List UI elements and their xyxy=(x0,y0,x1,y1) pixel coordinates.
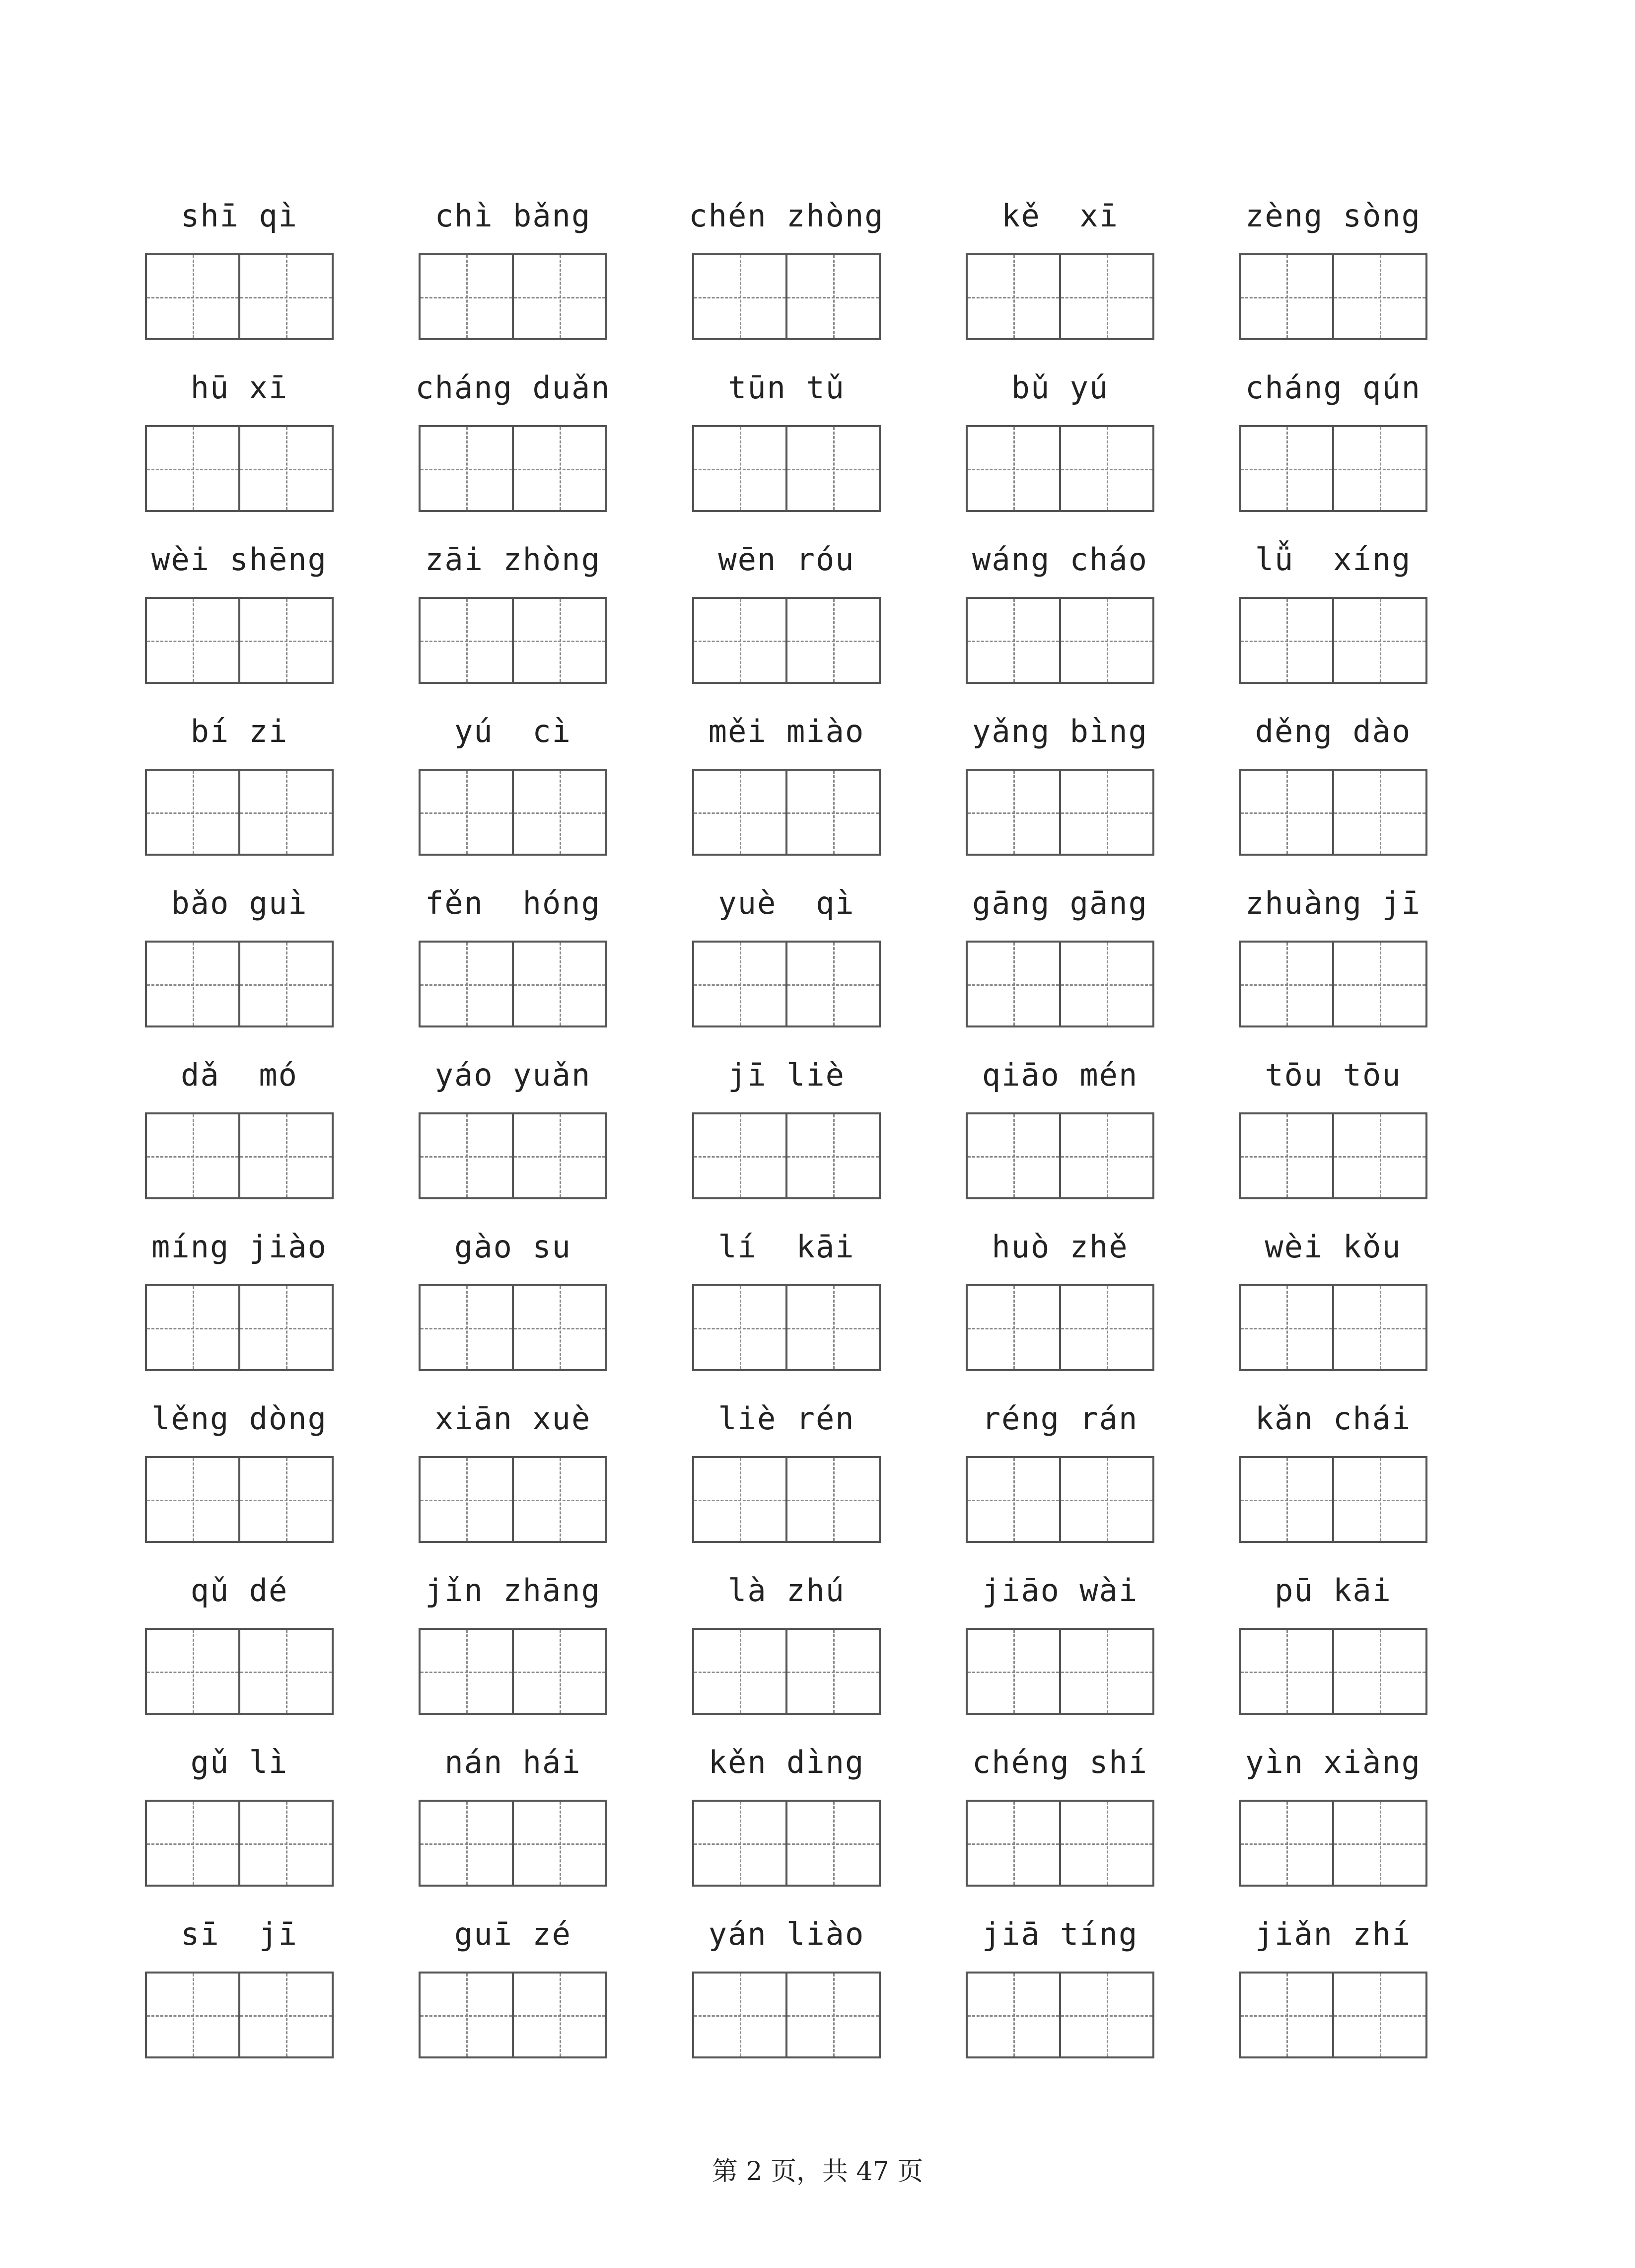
exercise-item xyxy=(966,1222,1154,1391)
pinyin-prompt: tōu tōu xyxy=(1265,1057,1402,1093)
exercise-item xyxy=(145,1050,334,1219)
tianzige-answer-grid[interactable] xyxy=(1239,1628,1427,1715)
exercise-item xyxy=(966,878,1154,1047)
exercise-item xyxy=(145,535,334,704)
character-box[interactable] xyxy=(694,1286,785,1369)
character-box[interactable] xyxy=(1332,1802,1425,1885)
tianzige-answer-grid[interactable] xyxy=(966,1972,1154,2058)
exercise-item xyxy=(1239,363,1427,532)
character-box[interactable] xyxy=(238,1458,332,1541)
exercise-item xyxy=(1239,1394,1427,1563)
character-box[interactable] xyxy=(1332,943,1425,1025)
pinyin-prompt: zāi zhòng xyxy=(425,541,601,578)
pinyin-prompt: míng jiào xyxy=(151,1229,327,1265)
character-box[interactable] xyxy=(1059,427,1152,510)
exercise-item xyxy=(419,535,607,704)
character-box[interactable] xyxy=(512,599,605,682)
character-box[interactable] xyxy=(238,1286,332,1369)
exercise-item xyxy=(692,1222,881,1391)
tianzige-answer-grid[interactable] xyxy=(1239,597,1427,684)
character-box[interactable] xyxy=(968,1974,1059,2056)
character-box[interactable] xyxy=(968,1114,1059,1197)
exercise-item xyxy=(966,535,1154,704)
character-box[interactable] xyxy=(1241,771,1332,854)
exercise-row xyxy=(0,1050,1635,1219)
exercise-item xyxy=(1239,191,1427,360)
pinyin-prompt: jī liè xyxy=(728,1057,845,1093)
character-box[interactable] xyxy=(238,599,332,682)
character-box[interactable] xyxy=(694,1802,785,1885)
character-box[interactable] xyxy=(1332,1458,1425,1541)
pinyin-prompt: bí zi xyxy=(190,713,288,749)
pinyin-prompt: liè rén xyxy=(718,1400,855,1437)
pinyin-prompt: là zhú xyxy=(728,1572,845,1609)
character-box[interactable] xyxy=(1332,599,1425,682)
tianzige-answer-grid[interactable] xyxy=(1239,1284,1427,1371)
exercise-row xyxy=(0,1222,1635,1391)
exercise-item xyxy=(692,363,881,532)
character-box[interactable] xyxy=(785,427,879,510)
exercise-row xyxy=(0,707,1635,876)
character-box[interactable] xyxy=(1332,771,1425,854)
tianzige-answer-grid[interactable] xyxy=(692,1800,881,1887)
pinyin-prompt: wèi kǒu xyxy=(1265,1229,1402,1265)
tianzige-answer-grid[interactable] xyxy=(419,253,607,340)
exercise-item xyxy=(419,1566,607,1735)
character-box[interactable] xyxy=(512,1974,605,2056)
tianzige-answer-grid[interactable] xyxy=(145,941,334,1027)
character-box[interactable] xyxy=(968,1630,1059,1713)
exercise-item xyxy=(419,878,607,1047)
exercise-item xyxy=(419,1050,607,1219)
tianzige-answer-grid[interactable] xyxy=(419,769,607,856)
exercise-item xyxy=(692,1394,881,1563)
tianzige-answer-grid[interactable] xyxy=(419,1972,607,2058)
character-box[interactable] xyxy=(1241,255,1332,338)
exercise-row xyxy=(0,1394,1635,1563)
tianzige-answer-grid[interactable] xyxy=(1239,769,1427,856)
exercise-item xyxy=(966,707,1154,876)
exercise-item xyxy=(1239,878,1427,1047)
character-box[interactable] xyxy=(1241,1114,1332,1197)
exercise-item xyxy=(1239,1909,1427,2078)
tianzige-answer-grid[interactable] xyxy=(145,253,334,340)
tianzige-answer-grid[interactable] xyxy=(692,597,881,684)
character-box[interactable] xyxy=(694,1114,785,1197)
exercise-item xyxy=(145,363,334,532)
exercise-item xyxy=(692,1909,881,2078)
pinyin-prompt: gǔ lì xyxy=(190,1744,288,1780)
exercise-item xyxy=(145,1738,334,1906)
pinyin-prompt: yìn xiàng xyxy=(1245,1744,1421,1780)
exercise-item xyxy=(692,1738,881,1906)
exercise-item xyxy=(145,878,334,1047)
character-box[interactable] xyxy=(694,599,785,682)
pinyin-prompt: chén zhòng xyxy=(689,198,884,234)
pinyin-prompt: shī qì xyxy=(181,198,298,234)
character-box[interactable] xyxy=(1059,1630,1152,1713)
character-box[interactable] xyxy=(147,255,238,338)
character-box[interactable] xyxy=(968,255,1059,338)
character-box[interactable] xyxy=(1332,1630,1425,1713)
character-box[interactable] xyxy=(694,427,785,510)
pinyin-prompt: lí kāi xyxy=(718,1229,855,1265)
exercise-item xyxy=(966,191,1154,360)
character-box[interactable] xyxy=(694,1458,785,1541)
character-box[interactable] xyxy=(785,599,879,682)
exercise-item xyxy=(1239,707,1427,876)
tianzige-answer-grid[interactable] xyxy=(145,1284,334,1371)
pinyin-prompt: pū kāi xyxy=(1275,1572,1392,1609)
character-box[interactable] xyxy=(1059,1802,1152,1885)
character-box[interactable] xyxy=(785,1114,879,1197)
pinyin-prompt: fěn hóng xyxy=(425,885,601,921)
character-box[interactable] xyxy=(785,255,879,338)
tianzige-answer-grid[interactable] xyxy=(966,1456,1154,1543)
tianzige-answer-grid[interactable] xyxy=(966,1628,1154,1715)
character-box[interactable] xyxy=(1241,1802,1332,1885)
pinyin-prompt: nán hái xyxy=(444,1744,581,1780)
tianzige-answer-grid[interactable] xyxy=(692,253,881,340)
exercise-item xyxy=(692,707,881,876)
character-box[interactable] xyxy=(421,1114,512,1197)
page-footer: 第 2 页，共 47 页 xyxy=(711,2157,924,2187)
character-box[interactable] xyxy=(1332,1286,1425,1369)
character-box[interactable] xyxy=(147,1458,238,1541)
pinyin-prompt: yáo yuǎn xyxy=(434,1057,591,1093)
exercise-item xyxy=(145,1566,334,1735)
character-box[interactable] xyxy=(785,1630,879,1713)
exercise-item xyxy=(419,191,607,360)
tianzige-answer-grid[interactable] xyxy=(966,769,1154,856)
character-box[interactable] xyxy=(1059,1286,1152,1369)
pinyin-prompt: qiāo mén xyxy=(982,1057,1138,1093)
exercise-item xyxy=(1239,1222,1427,1391)
pinyin-prompt: chì bǎng xyxy=(434,198,591,234)
character-box[interactable] xyxy=(512,1114,605,1197)
tianzige-answer-grid[interactable] xyxy=(145,425,334,512)
exercise-item xyxy=(692,535,881,704)
pinyin-prompt: kǎn chái xyxy=(1255,1400,1412,1437)
exercise-item xyxy=(692,1050,881,1219)
character-box[interactable] xyxy=(147,1114,238,1197)
character-box[interactable] xyxy=(1059,771,1152,854)
pinyin-prompt: zèng sòng xyxy=(1245,198,1421,234)
character-box[interactable] xyxy=(421,427,512,510)
pinyin-prompt: yuè qì xyxy=(718,885,855,921)
character-box[interactable] xyxy=(512,1286,605,1369)
exercise-item xyxy=(419,1738,607,1906)
tianzige-answer-grid[interactable] xyxy=(1239,1112,1427,1199)
character-box[interactable] xyxy=(1059,1114,1152,1197)
pinyin-prompt: réng rán xyxy=(982,1400,1138,1437)
character-box[interactable] xyxy=(1241,1630,1332,1713)
character-box[interactable] xyxy=(512,1630,605,1713)
pinyin-prompt: měi miào xyxy=(708,713,865,749)
tianzige-answer-grid[interactable] xyxy=(692,425,881,512)
character-box[interactable] xyxy=(1059,599,1152,682)
character-box[interactable] xyxy=(512,943,605,1025)
character-box[interactable] xyxy=(421,255,512,338)
pinyin-prompt: jiā tíng xyxy=(982,1916,1138,1952)
pinyin-prompt: xiān xuè xyxy=(434,1400,591,1437)
tianzige-answer-grid[interactable] xyxy=(419,1112,607,1199)
character-box[interactable] xyxy=(968,599,1059,682)
exercise-row xyxy=(0,1566,1635,1735)
exercise-item xyxy=(966,1050,1154,1219)
pinyin-prompt: wèi shēng xyxy=(151,541,327,578)
pinyin-prompt: cháng duǎn xyxy=(415,369,611,406)
character-box[interactable] xyxy=(1059,1458,1152,1541)
pinyin-prompt: cháng qún xyxy=(1245,369,1421,406)
exercise-item xyxy=(966,1566,1154,1735)
tianzige-answer-grid[interactable] xyxy=(966,597,1154,684)
tianzige-answer-grid[interactable] xyxy=(966,253,1154,340)
character-box[interactable] xyxy=(238,1630,332,1713)
exercise-item xyxy=(145,1222,334,1391)
character-box[interactable] xyxy=(968,943,1059,1025)
exercise-item xyxy=(1239,535,1427,704)
character-box[interactable] xyxy=(147,1802,238,1885)
pinyin-prompt: bǎo guì xyxy=(171,885,308,921)
character-box[interactable] xyxy=(147,1630,238,1713)
character-box[interactable] xyxy=(1332,1114,1425,1197)
character-box[interactable] xyxy=(512,427,605,510)
tianzige-answer-grid[interactable] xyxy=(1239,941,1427,1027)
exercise-item xyxy=(145,707,334,876)
pinyin-prompt: huò zhě xyxy=(992,1229,1129,1265)
pinyin-prompt: gào su xyxy=(454,1229,571,1265)
exercise-item xyxy=(145,191,334,360)
character-box[interactable] xyxy=(238,1802,332,1885)
exercise-item xyxy=(692,878,881,1047)
character-box[interactable] xyxy=(421,1974,512,2056)
tianzige-answer-grid[interactable] xyxy=(145,1456,334,1543)
tianzige-answer-grid[interactable] xyxy=(1239,425,1427,512)
tianzige-answer-grid[interactable] xyxy=(692,941,881,1027)
exercise-row xyxy=(0,363,1635,532)
character-box[interactable] xyxy=(147,1286,238,1369)
character-box[interactable] xyxy=(238,427,332,510)
character-box[interactable] xyxy=(1332,1974,1425,2056)
character-box[interactable] xyxy=(1241,943,1332,1025)
character-box[interactable] xyxy=(421,1802,512,1885)
character-box[interactable] xyxy=(421,599,512,682)
character-box[interactable] xyxy=(238,771,332,854)
character-box[interactable] xyxy=(238,255,332,338)
tianzige-answer-grid[interactable] xyxy=(966,1284,1154,1371)
tianzige-answer-grid[interactable] xyxy=(145,597,334,684)
exercise-row xyxy=(0,878,1635,1047)
character-box[interactable] xyxy=(512,1802,605,1885)
pinyin-prompt: gāng gāng xyxy=(972,885,1148,921)
tianzige-answer-grid[interactable] xyxy=(692,1284,881,1371)
character-box[interactable] xyxy=(968,1458,1059,1541)
tianzige-answer-grid[interactable] xyxy=(692,769,881,856)
character-box[interactable] xyxy=(1241,599,1332,682)
character-box[interactable] xyxy=(785,1974,879,2056)
character-box[interactable] xyxy=(421,1630,512,1713)
pinyin-prompt: yǎng bìng xyxy=(972,713,1148,749)
pinyin-prompt: chéng shí xyxy=(972,1744,1148,1780)
character-box[interactable] xyxy=(512,1458,605,1541)
tianzige-answer-grid[interactable] xyxy=(966,1112,1154,1199)
tianzige-answer-grid[interactable] xyxy=(1239,1456,1427,1543)
exercise-item xyxy=(419,1222,607,1391)
tianzige-answer-grid[interactable] xyxy=(419,425,607,512)
pinyin-prompt: lěng dòng xyxy=(151,1400,327,1437)
character-box[interactable] xyxy=(694,255,785,338)
character-box[interactable] xyxy=(1241,1458,1332,1541)
tianzige-answer-grid[interactable] xyxy=(692,1972,881,2058)
exercise-item xyxy=(145,1909,334,2078)
pinyin-prompt: tūn tǔ xyxy=(728,369,845,406)
tianzige-answer-grid[interactable] xyxy=(145,1628,334,1715)
pinyin-prompt: hū xī xyxy=(190,369,288,406)
character-box[interactable] xyxy=(238,1974,332,2056)
pinyin-prompt: guī zé xyxy=(454,1916,571,1952)
character-box[interactable] xyxy=(1059,255,1152,338)
character-box[interactable] xyxy=(147,771,238,854)
exercise-item xyxy=(966,363,1154,532)
character-box[interactable] xyxy=(421,771,512,854)
character-box[interactable] xyxy=(147,427,238,510)
exercise-item xyxy=(966,1738,1154,1906)
exercise-row xyxy=(0,191,1635,360)
tianzige-answer-grid[interactable] xyxy=(1239,253,1427,340)
exercise-row xyxy=(0,1738,1635,1906)
tianzige-answer-grid[interactable] xyxy=(145,1972,334,2058)
tianzige-answer-grid[interactable] xyxy=(145,1112,334,1199)
exercise-item xyxy=(966,1909,1154,2078)
pinyin-prompt: sī jī xyxy=(181,1916,298,1952)
exercise-item xyxy=(419,1909,607,2078)
character-box[interactable] xyxy=(1059,1974,1152,2056)
character-box[interactable] xyxy=(421,1286,512,1369)
character-box[interactable] xyxy=(238,943,332,1025)
pinyin-prompt: bǔ yú xyxy=(1011,369,1109,406)
pinyin-prompt: wēn róu xyxy=(718,541,855,578)
exercise-item xyxy=(415,363,611,532)
tianzige-answer-grid[interactable] xyxy=(419,941,607,1027)
character-box[interactable] xyxy=(1241,427,1332,510)
tianzige-answer-grid[interactable] xyxy=(1239,1800,1427,1887)
exercise-item xyxy=(419,707,607,876)
character-box[interactable] xyxy=(785,1286,879,1369)
exercise-item xyxy=(419,1394,607,1563)
character-box[interactable] xyxy=(147,599,238,682)
character-box[interactable] xyxy=(421,943,512,1025)
tianzige-answer-grid[interactable] xyxy=(145,1800,334,1887)
character-box[interactable] xyxy=(785,771,879,854)
pinyin-prompt: lǚ xíng xyxy=(1255,541,1412,578)
pinyin-prompt: děng dào xyxy=(1255,713,1412,749)
character-box[interactable] xyxy=(694,1630,785,1713)
tianzige-answer-grid[interactable] xyxy=(419,1284,607,1371)
exercise-item xyxy=(145,1394,334,1563)
tianzige-answer-grid[interactable] xyxy=(1239,1972,1427,2058)
character-box[interactable] xyxy=(694,1974,785,2056)
character-box[interactable] xyxy=(238,1114,332,1197)
pinyin-prompt: yú cì xyxy=(454,713,571,749)
tianzige-answer-grid[interactable] xyxy=(419,1456,607,1543)
pinyin-prompt: kěn dìng xyxy=(708,1744,865,1780)
character-box[interactable] xyxy=(421,1458,512,1541)
character-box[interactable] xyxy=(968,1286,1059,1369)
pinyin-prompt: jiāo wài xyxy=(982,1572,1138,1609)
tianzige-answer-grid[interactable] xyxy=(692,1628,881,1715)
character-box[interactable] xyxy=(968,1802,1059,1885)
character-box[interactable] xyxy=(694,943,785,1025)
character-box[interactable] xyxy=(968,427,1059,510)
exercise-item xyxy=(1239,1050,1427,1219)
tianzige-answer-grid[interactable] xyxy=(966,425,1154,512)
tianzige-answer-grid[interactable] xyxy=(145,769,334,856)
character-box[interactable] xyxy=(1241,1286,1332,1369)
character-box[interactable] xyxy=(785,1802,879,1885)
character-box[interactable] xyxy=(1332,255,1425,338)
pinyin-prompt: zhuàng jī xyxy=(1245,885,1421,921)
character-box[interactable] xyxy=(147,943,238,1025)
tianzige-answer-grid[interactable] xyxy=(692,1456,881,1543)
character-box[interactable] xyxy=(1332,427,1425,510)
exercise-item xyxy=(966,1394,1154,1563)
exercise-item xyxy=(689,191,884,360)
tianzige-answer-grid[interactable] xyxy=(966,941,1154,1027)
pinyin-prompt: yán liào xyxy=(708,1916,865,1952)
pinyin-prompt: dǎ mó xyxy=(181,1057,298,1093)
character-box[interactable] xyxy=(785,1458,879,1541)
character-box[interactable] xyxy=(694,771,785,854)
character-box[interactable] xyxy=(147,1974,238,2056)
pinyin-prompt: qǔ dé xyxy=(190,1572,288,1609)
tianzige-answer-grid[interactable] xyxy=(419,597,607,684)
exercise-item xyxy=(1239,1566,1427,1735)
pinyin-prompt: kě xī xyxy=(1001,198,1119,234)
character-box[interactable] xyxy=(785,943,879,1025)
tianzige-answer-grid[interactable] xyxy=(419,1628,607,1715)
character-box[interactable] xyxy=(512,771,605,854)
tianzige-answer-grid[interactable] xyxy=(966,1800,1154,1887)
tianzige-answer-grid[interactable] xyxy=(419,1800,607,1887)
tianzige-answer-grid[interactable] xyxy=(692,1112,881,1199)
pinyin-prompt: wáng cháo xyxy=(972,541,1148,578)
exercise-row xyxy=(0,1909,1635,2078)
pinyin-prompt: jiǎn zhí xyxy=(1255,1916,1412,1952)
exercise-row xyxy=(0,535,1635,704)
pinyin-prompt: jǐn zhāng xyxy=(425,1572,601,1609)
character-box[interactable] xyxy=(1059,943,1152,1025)
character-box[interactable] xyxy=(968,771,1059,854)
exercise-item xyxy=(1239,1738,1427,1906)
character-box[interactable] xyxy=(512,255,605,338)
character-box[interactable] xyxy=(1241,1974,1332,2056)
exercise-item xyxy=(692,1566,881,1735)
